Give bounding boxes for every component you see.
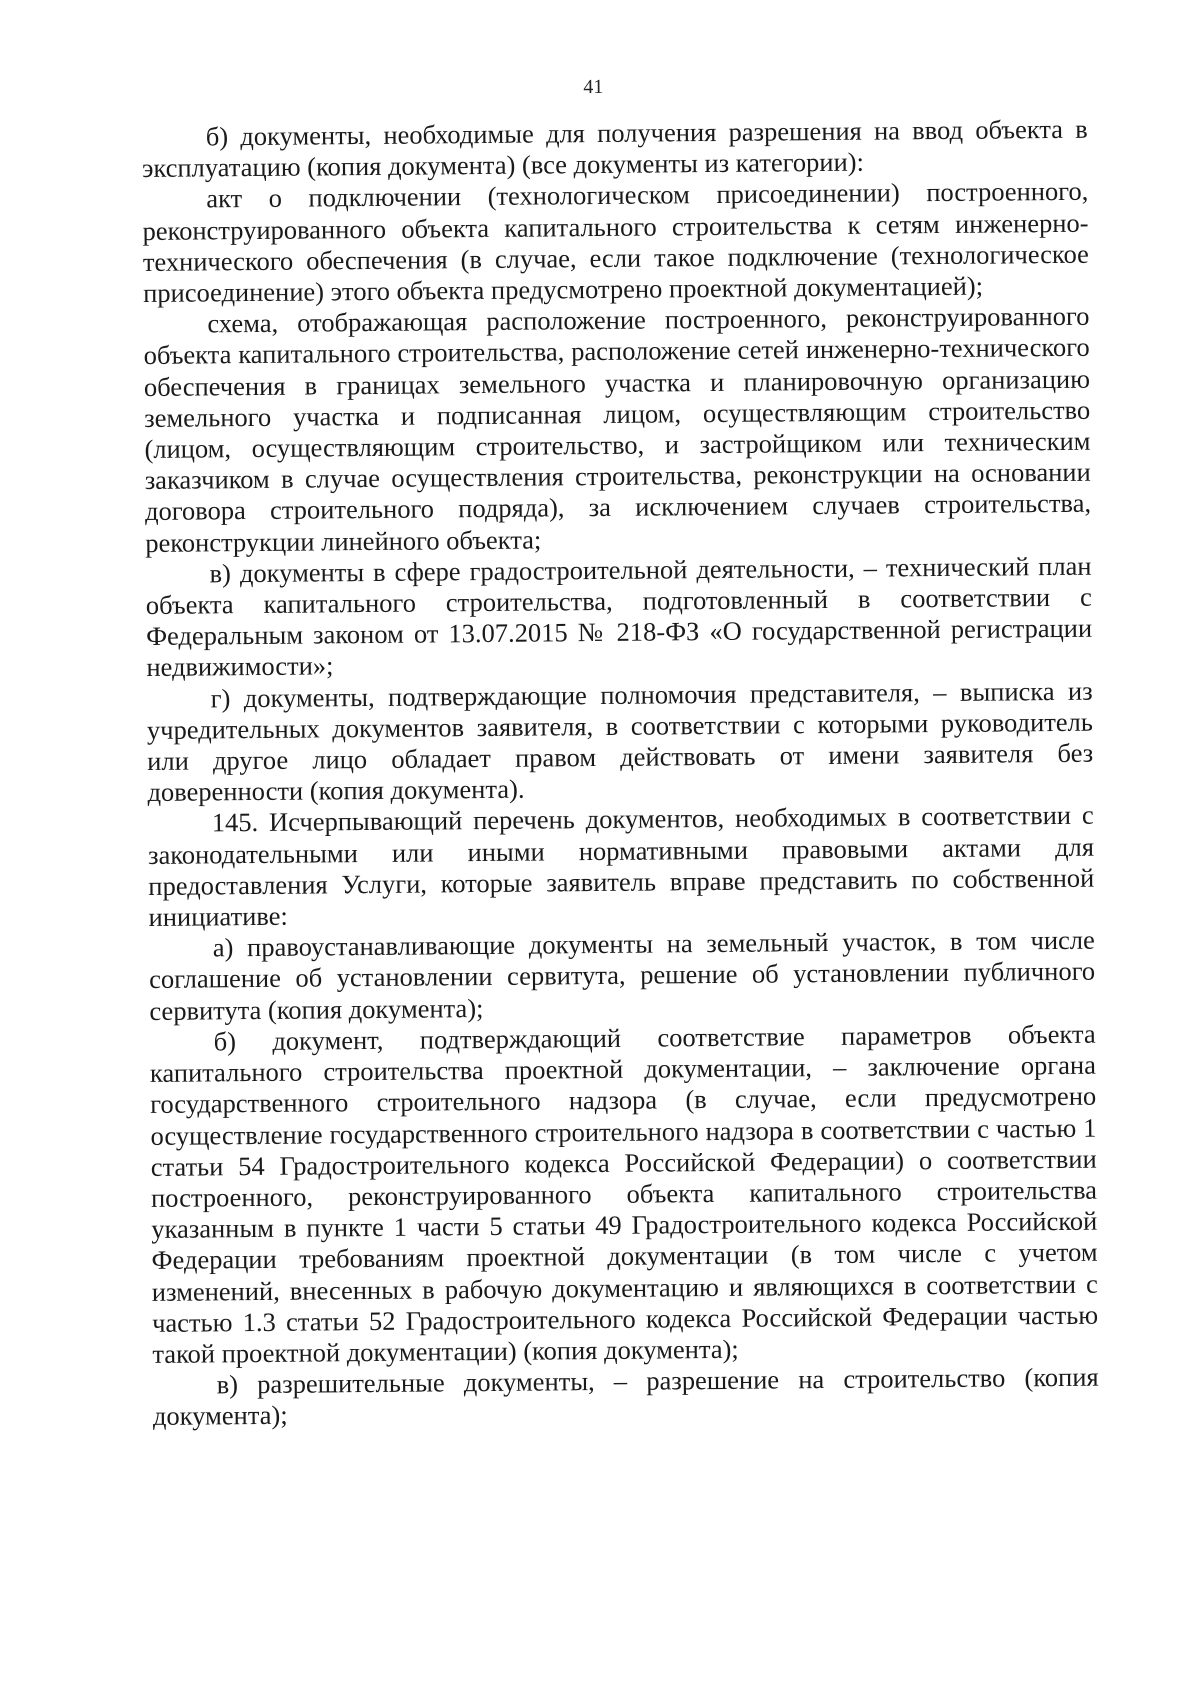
paragraph-v-permits: в) разрешительные документы, – разрешение на строительство (копия документа); xyxy=(152,1361,1099,1432)
paragraph-v-urban-planning: в) документы в сфере градостроительной деятельности, – технический план объекта капитального строительства, подготовленный в соответствии с Федеральным законом от 13.07.2015 № 218-ФЗ «О государственной регистрации недвижимости»; xyxy=(145,550,1093,683)
paragraph-b-compliance: б) документ, подтверждающий соответствие параметров объекта капитального строительства проектной документации, – заключение органа государственного строительного надзора (в случае, если предусмотрено осуществление государственного строительного надзора в соответствии с частью 1 статьи 54 Градостроительного кодекса Российской Федерации) о соответствии построенного, реконструированного объекта капитального строительства указанным в пункте 1 части 5 статьи 49 Градостроительного кодекса Российской Федерации требованиям проектной документации (в том числе с учетом изменений, внесенных в рабочую документацию и являющихся в соответствии с частью 1.3 статьи 52 Градостроительного кодекса Российской Федерации частью такой проектной документации) (копия документа); xyxy=(149,1018,1099,1369)
paragraph-g-representative: г) документы, подтверждающие полномочия представителя, – выписка из учредительных документов заявителя, в соответствии с которыми руководитель или другое лицо обладает правом действовать от имени заявителя без доверенности (копия документа). xyxy=(146,675,1094,808)
paragraph-b-documents: б) документы, необходимые для получения разрешения на ввод объекта в эксплуатацию (копия документа) (все документы из категории): xyxy=(141,113,1088,184)
page-number: 41 xyxy=(583,75,604,99)
paragraph-connection-act: акт о подключении (технологическом присоединении) построенного, реконструированного объекта капитального строительства к сетям инженерно-технического обеспечения (в случае, если такое подключение (технологическое присоединение) этого объекта предусмотрено проектной документацией); xyxy=(142,176,1089,308)
paragraph-scheme: схема, отображающая расположение построенного, реконструированного объекта капитального строительства, расположение сетей инженерно-технического обеспечения в границах земельного участка и планировочную организацию земельного участка и подписанная лицом, осуществляющим строительство (лицом, осуществляющим строительство, и застройщиком или техническим заказчиком в случае осуществления строительства, реконструкции на основании договора строительного подряда), за исключением случаев строительства, реконструкции линейного объекта; xyxy=(143,300,1092,558)
paragraph-145-list: 145. Исчерпывающий перечень документов, необходимых в соответствии с законодательными или иными нормативными правовыми актами для предоставления Услуги, которые заявитель вправе представить по собственной инициативе: xyxy=(147,800,1095,933)
paragraph-a-land-rights: а) правоустанавливающие документы на земельный участок, в том числе соглашение об установлении сервитута, решение об установлении публичного сервитута (копия документа); xyxy=(148,924,1096,1026)
document-body xyxy=(142,114,1099,1433)
